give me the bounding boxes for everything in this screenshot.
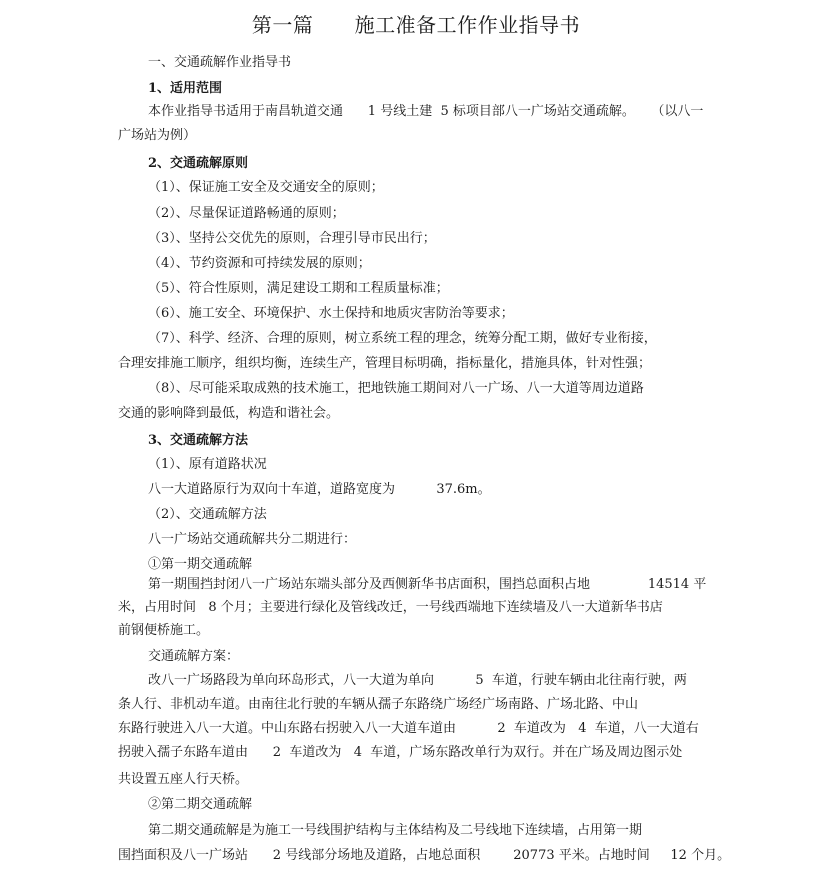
text-line: ①第一期交通疏解 [148, 557, 253, 572]
text-line: （3）、坚持公交优先的原则，合理引导市民出行； [148, 231, 436, 246]
text-line: 1、适用范围 [148, 81, 223, 96]
text-line: 3、交通疏解方法 [148, 433, 249, 448]
text-line: （6）、施工安全、环境保护、水土保持和地质灾害防治等要求； [148, 306, 514, 321]
text-line: 交通的影响降到最低，构造和谐社会。 [118, 406, 340, 421]
text-line: 条人行、非机动车道。由南往北行驶的车辆从孺子东路绕广场经广场南路、广场北路、中山 [118, 697, 639, 712]
text-line: 交通疏解方案： [148, 649, 240, 664]
text-line: 围挡面积及八一广场站 2 号线部分场地及道路，占地总面积 20773 平米。占地时间 12 个月。 [118, 848, 731, 863]
text-line: （1）、保证施工安全及交通安全的原则； [148, 180, 384, 195]
text-line: 广场站为例） [118, 128, 197, 143]
document-title: 第一篇 施工准备工作作业指导书 [251, 13, 581, 37]
text-line: （2）、尽量保证道路畅通的原则； [148, 206, 345, 221]
text-line: （7）、科学、经济、合理的原则，树立系统工程的理念，统筹分配工期，做好专业衔接， [148, 331, 657, 346]
text-line: （1）、原有道路状况 [148, 457, 267, 472]
text-line: （5）、符合性原则，满足建设工期和工程质量标准； [148, 281, 449, 296]
text-line: 拐驶入孺子东路车道由 2 车道改为 4 车道，广场东路改单行为双行。并在广场及周边图示处 [118, 745, 683, 760]
text-line: 八一广场站交通疏解共分二期进行： [148, 532, 357, 547]
text-line: 第一期围挡封闭八一广场站东端头部分及西侧新华书店面积，围挡总面积占地 14514 平 [148, 577, 707, 592]
text-line: 一、交通疏解作业指导书 [148, 55, 292, 70]
text-line: （2）、交通疏解方法 [148, 507, 267, 522]
text-line: 改八一广场路段为单向环岛形式，八一大道为单向 5 车道，行驶车辆由北往南行驶，两 [148, 673, 687, 688]
text-line: （8）、尽可能采取成熟的技术施工，把地铁施工期间对八一广场、八一大道等周边道路 [148, 381, 644, 396]
text-line: 合理安排施工顺序，组织均衡，连续生产，管理目标明确，指标量化，措施具体，针对性强； [118, 356, 652, 371]
text-line: 本作业指导书适用于南昌轨道交通 1 号线土建 5 标项目部八一广场站交通疏解。 （以八一 [148, 104, 704, 119]
text-line: 八一大道路原行为双向十车道，道路宽度为 37.6m。 [148, 482, 491, 497]
text-line: 第二期交通疏解是为施工一号线围护结构与主体结构及二号线地下连续墙，占用第一期 [148, 823, 643, 838]
text-line: 2、交通疏解原则 [148, 156, 249, 171]
text-line: 共设置五座人行天桥。 [118, 772, 249, 787]
text-line: 东路行驶进入八一大道。中山东路右拐驶入八一大道车道由 2 车道改为 4 车道，八一大道右 [118, 721, 699, 736]
text-line: （4）、节约资源和可持续发展的原则； [148, 256, 371, 271]
text-line: 米，占用时间 8 个月；主要进行绿化及管线改迁，一号线西端地下连续墙及八一大道新华书店 [118, 600, 663, 615]
text-line: ②第二期交通疏解 [148, 797, 253, 812]
text-line: 前钢便桥施工。 [118, 623, 210, 638]
